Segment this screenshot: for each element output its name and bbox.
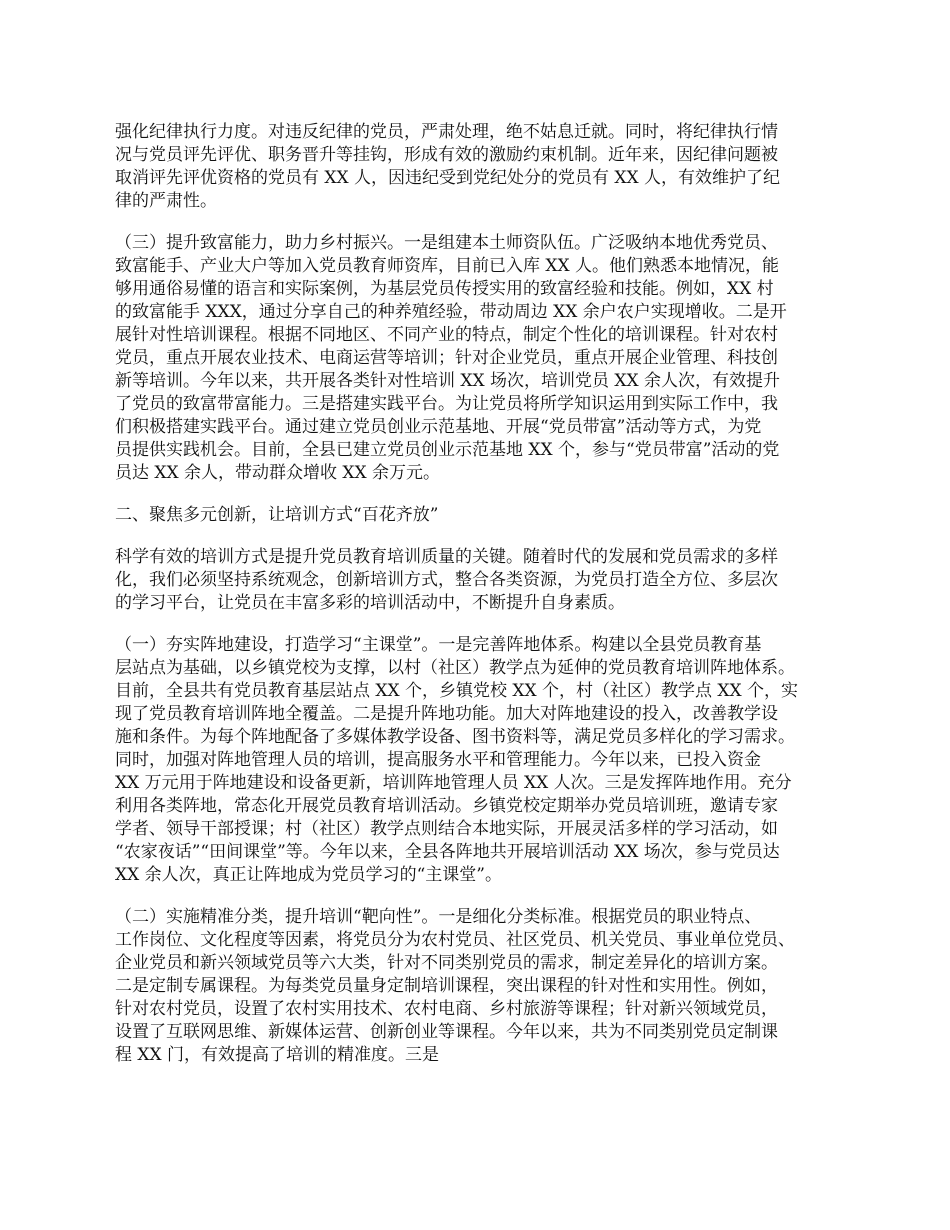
text-line: 化，我们必须坚持系统观念，创新培训方式，整合各类资源，为党员打造全方位、多层次 [115,570,778,590]
paragraph [115,634,855,887]
text-line: 针对农村党员，设置了农村实用技术、农村电商、乡村旅游等课程；针对新兴领域党员， [115,999,778,1019]
text-line: 利用各类阵地，常态化开展党员教育培训活动。乡镇党校定期举办党员培训班，邀请专家 [115,796,778,816]
text-line: 新等培训。今年以来，共开展各类针对性培训 XX 场次，培训党员 XX 余人次，有效提升 [115,371,781,391]
text-line: 二、聚焦多元创新，让培训方式“百花齐放” [115,505,439,525]
text-line: （三）提升致富能力，助力乡村振兴。一是组建本土师资队伍。广泛吸纳本地优秀党员、 [115,233,778,253]
text-line: 够用通俗易懂的语言和实际案例，为基层党员传授实用的致富经验和技能。例如，XX 村 [115,279,774,299]
text-line: 员达 XX 余人，带动群众增收 XX 余万元。 [115,463,441,483]
text-line: 学者、领导干部授课；村（社区）教学点则结合本地实际，开展灵活多样的学习活动，如 [115,819,778,839]
text-line: 层站点为基础，以乡镇党校为支撑，以村（社区）教学点为延伸的党员教育培训阵地体系。 [115,658,795,678]
paragraph [115,906,855,1067]
paragraph [115,121,855,213]
text-line: 律的严肃性。 [115,191,217,211]
text-line: 取消评先评优资格的党员有 XX 人，因违纪受到党纪处分的党员有 XX 人，有效维护了纪 [115,168,781,188]
text-line: 目前，全县共有党员教育基层站点 XX 个，乡镇党校 XX 个，村（社区）教学点 XX 个，实 [115,681,799,701]
paragraph [115,232,855,485]
text-line: 了党员的致富带富能力。三是搭建实践平台。为让党员将所学知识运用到实际工作中，我 [115,394,778,414]
text-line: 程 XX 门，有效提高了培训的精准度。三是 [115,1045,440,1065]
text-line: 员提供实践机会。目前，全县已建立党员创业示范基地 XX 个，参与“党员带富”活动的党 [115,440,780,460]
text-line: 的致富能手 XXX，通过分享自己的种养殖经验，带动周边 XX 余户农户实现增收。二是开 [115,302,787,322]
section-heading [115,504,855,527]
text-line: 施和条件。为每个阵地配备了多媒体教学设备、图书资料等，满足党员多样化的学习需求。 [115,727,795,747]
text-line: 的学习平台，让党员在丰富多彩的培训活动中，不断提升自身素质。 [115,593,625,613]
text-line: 现了党员教育培训阵地全覆盖。二是提升阵地功能。加大对阵地建设的投入，改善教学设 [115,704,778,724]
text-line: 们积极搭建实践平台。通过建立党员创业示范基地、开展“党员带富”活动等方式，为党 [115,417,762,437]
paragraph [115,546,855,615]
text-line: “农家夜话”“田间课堂”等。今年以来，全县各阵地共开展培训活动 XX 场次，参与党员达 [115,842,780,862]
text-line: 科学有效的培训方式是提升党员教育培训质量的关键。随着时代的发展和党员需求的多样 [115,547,778,567]
text-line: 设置了互联网思维、新媒体运营、创新创业等课程。今年以来，共为不同类别党员定制课 [115,1022,778,1042]
text-line: 致富能手、产业大户等加入党员教育师资库，目前已入库 XX 人。他们熟悉本地情况，能 [115,256,780,276]
document-body [115,121,855,1086]
text-line: 党员，重点开展农业技术、电商运营等培训；针对企业党员，重点开展企业管理、科技创 [115,348,778,368]
text-line: 况与党员评先评优、职务晋升等挂钩，形成有效的激励约束机制。近年来，因纪律问题被 [115,145,778,165]
text-line: （一）夯实阵地建设，打造学习“主课堂”。一是完善阵地体系。构建以全县党员教育基 [115,635,762,655]
text-line: XX 余人次，真正让阵地成为党员学习的“主课堂”。 [115,865,502,885]
text-line: （二）实施精准分类，提升培训“靶向性”。一是细化分类标准。根据党员的职业特点、 [115,907,762,927]
text-line: 企业党员和新兴领域党员等六大类，针对不同类别党员的需求，制定差异化的培训方案。 [115,953,778,973]
text-line: XX 万元用于阵地建设和设备更新，培训阵地管理人员 XX 人次。三是发挥阵地作用。充分 [115,773,792,793]
text-line: 二是定制专属课程。为每类党员量身定制培训课程，突出课程的针对性和实用性。例如， [115,976,778,996]
text-line: 同时，加强对阵地管理人员的培训，提高服务水平和管理能力。今年以来，已投入资金 [115,750,761,770]
text-line: 工作岗位、文化程度等因素，将党员分为农村党员、社区党员、机关党员、事业单位党员、 [115,930,795,950]
text-line: 强化纪律执行力度。对违反纪律的党员，严肃处理，绝不姑息迁就。同时，将纪律执行情 [115,122,778,142]
text-line: 展针对性培训课程。根据不同地区、不同产业的特点，制定个性化的培训课程。针对农村 [115,325,778,345]
